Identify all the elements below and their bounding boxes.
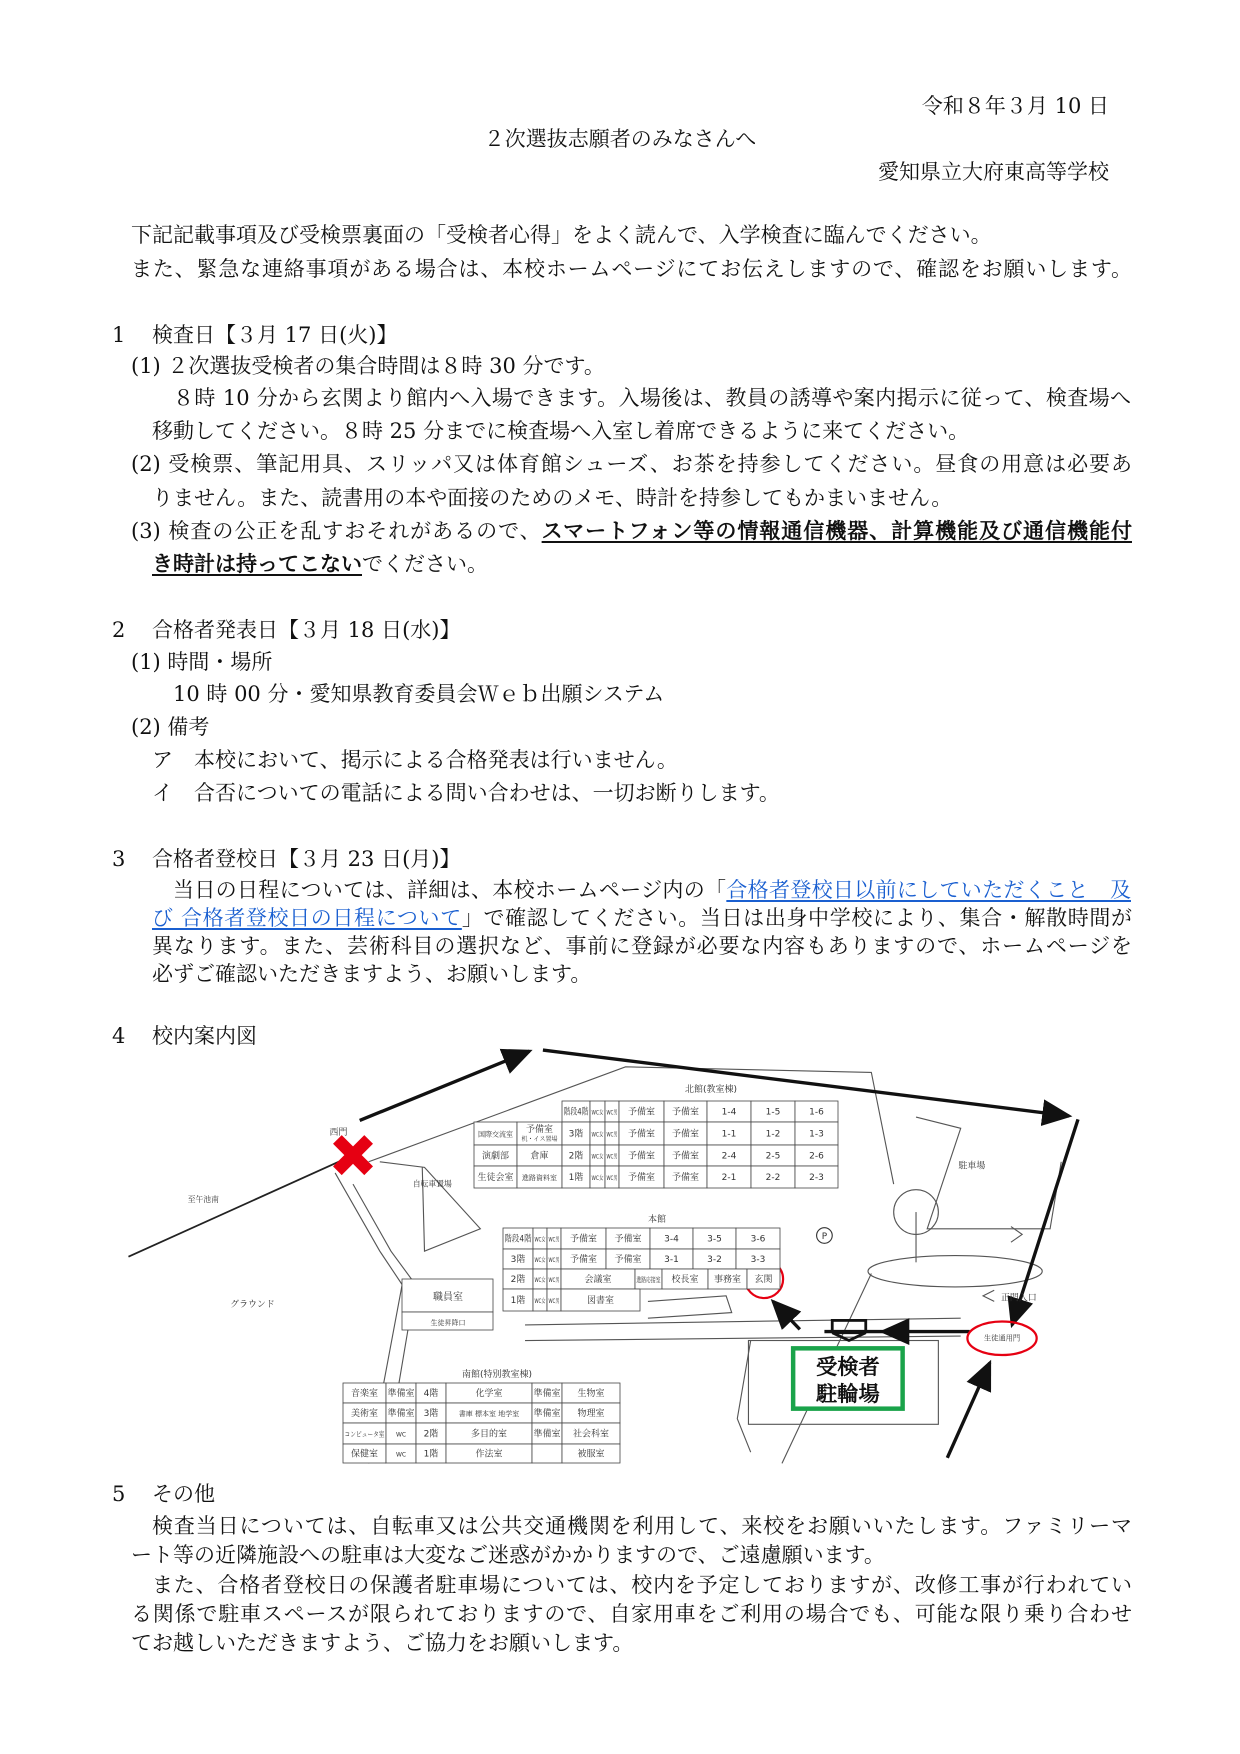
section-number: 5 [112, 1482, 126, 1506]
map-room-label: 1-5 [765, 1107, 781, 1118]
map-room-label: 予備室 [627, 1151, 656, 1162]
map-room-label: WC男 [548, 1236, 565, 1244]
map-room-label: 1-3 [809, 1129, 824, 1140]
map-room-label: 倉庫 [530, 1151, 549, 1162]
text-line [112, 617, 460, 643]
text-segment: る関係で駐車スペースが限られておりますので、自家用車をご利用の場合でも、可能な限り乗り合わせ [131, 1602, 1132, 1626]
text-line [131, 649, 272, 675]
map-room-label: WC男 [606, 1175, 623, 1182]
map-room-label: 予備室 [627, 1107, 656, 1118]
text-line [131, 222, 992, 248]
map-room-label: 予備室 [569, 1255, 598, 1265]
map-room-label: 2階 [568, 1151, 584, 1162]
text-line [173, 681, 664, 707]
closed-west-gate-x-icon [337, 1139, 368, 1170]
map-room-label: 予備室 [614, 1255, 642, 1265]
map-room-label: 3階 [510, 1255, 526, 1265]
map-room-label: 事務室 [713, 1275, 742, 1285]
text-segment: 必ずご確認いただきますよう、お願いします。 [152, 962, 592, 986]
map-room-label: 校長室 [671, 1275, 699, 1285]
text-line [152, 1572, 1132, 1598]
map-room-label: 4階 [423, 1389, 439, 1399]
map-room-label: 書庫 標本室 地学室 [458, 1410, 520, 1418]
map-room-label: WC女 [591, 1109, 608, 1117]
text-line [131, 518, 1132, 544]
map-room-label: 美術室 [350, 1409, 379, 1419]
map-room-label: 準備室 [533, 1389, 561, 1399]
map-room-label: 玄関 [754, 1275, 773, 1285]
section-number: 2 [112, 618, 126, 642]
map-room-label: 3階 [423, 1409, 439, 1419]
text-line [878, 159, 1109, 185]
map-room-label: 準備室 [533, 1409, 561, 1419]
bike-parking-label: 受検者 [816, 1355, 880, 1381]
text-segment: その他 [152, 1482, 215, 1506]
map-room-label: 2-2 [765, 1173, 781, 1183]
map-room-label: 3-4 [664, 1234, 679, 1245]
map-room-label: 1階 [510, 1296, 526, 1306]
map-room-label: WC女 [534, 1277, 551, 1284]
text-segment: でください。 [362, 552, 488, 576]
map-room-label: 予備室 [671, 1173, 700, 1183]
map-room-label: 2階 [510, 1275, 526, 1285]
text-segment: ８時 10 分から玄関より館内へ入場できます。入場後は、教員の誘導や案内掲示に従って、検査場へ [173, 386, 1131, 410]
map-room-label: 国際交流室 [478, 1130, 513, 1139]
map-room-label: 予備室 [627, 1173, 656, 1183]
map-room-label: 会議室 [584, 1275, 612, 1285]
text-segment: 検査日【３月 17 日(火)】 [152, 323, 398, 347]
map-room-label: 予備室 [671, 1151, 700, 1162]
homepage-link[interactable]: び 合格者登校日の日程について [152, 906, 462, 930]
map-room-label: 予備室 [614, 1234, 642, 1245]
map-room-label: 2階 [423, 1429, 439, 1440]
text-segment: (2) 備考 [131, 715, 210, 739]
text-line [152, 551, 488, 577]
map-room-label: WC男 [548, 1298, 565, 1305]
map-room-label: 1階 [423, 1449, 439, 1460]
map-room-label: 予備室 [671, 1107, 700, 1118]
map-room-label: 2-5 [765, 1151, 781, 1162]
map-room-label: WC女 [591, 1153, 608, 1161]
map-room-label: 3階 [568, 1129, 584, 1140]
map-room-label: 階段4階 [563, 1107, 597, 1118]
text-line [131, 1601, 1132, 1627]
text-line [131, 451, 1132, 477]
text-segment: りません。また、読書用の本や面接のためのメモ、時計を持参してもかまいません。 [152, 486, 953, 510]
text-segment: 移動してください。８時 25 分までに検査場へ入室し着席できるように来てください。 [152, 419, 970, 443]
map-room-label: 1-4 [721, 1107, 737, 1118]
map-room-label: WC男 [606, 1109, 623, 1117]
bike-area-label: 自転車置場 [412, 1179, 452, 1189]
map-room-label: 予備室 [569, 1234, 598, 1245]
text-segment: (1) ２次選抜受検者の集合時間は８時 30 分です。 [131, 354, 605, 378]
text-line [152, 747, 678, 773]
homepage-link[interactable]: 合格者登校日以前にしていただくこと 及 [726, 878, 1131, 902]
map-room-label: 予備室 [525, 1125, 554, 1135]
map-room-label: 進路資料室 [522, 1174, 557, 1182]
map-room-label: 1-6 [809, 1107, 824, 1118]
section-number: 4 [112, 1024, 126, 1048]
map-room-label: 音楽室 [350, 1389, 379, 1399]
text-segment: 」で確認してください。当日は出身中学校により、集合・解散時間が [461, 906, 1132, 930]
map-room-note: 机・イス置場 [521, 1136, 558, 1143]
map-room-label: 作法室 [475, 1449, 503, 1460]
map-room-label: WC女 [591, 1175, 608, 1182]
text-segment: イ 合否についての電話による問い合わせは、一切お断りします。 [152, 781, 780, 805]
text-line [131, 1630, 633, 1656]
map-room-label: 被服室 [577, 1449, 605, 1460]
map-room-label: 物理室 [577, 1409, 605, 1419]
map-room-label: 準備室 [387, 1389, 415, 1399]
map-room-label: 3-6 [750, 1234, 766, 1245]
text-line [152, 933, 1132, 959]
map-room-label: 予備室 [627, 1129, 656, 1140]
map-room-label: WC男 [606, 1153, 623, 1161]
text-segment: (1) 時間・場所 [131, 650, 273, 674]
map-room-label: 準備室 [387, 1409, 415, 1419]
text-segment: また、緊急な連絡事項がある場合は、本校ホームページにてお伝えしますので、確認をお願いします。 [131, 257, 1132, 281]
map-room-label: 3-1 [664, 1255, 679, 1265]
text-segment: ア 本校において、掲示による合格発表は行いません。 [152, 748, 678, 772]
text-segment: 校内案内図 [152, 1024, 257, 1048]
map-room-label: WC男 [606, 1131, 623, 1139]
text-line [131, 256, 1132, 282]
map-room-label: 社会科室 [572, 1429, 610, 1440]
map-room-label: WC女 [534, 1236, 551, 1244]
map-room-label: 多目的室 [470, 1429, 508, 1440]
text-segment: てお越しいただきますよう、ご協力をお願いします。 [131, 1631, 634, 1655]
north-building-label: 北館(教室棟) [684, 1085, 738, 1095]
staff-room-label: 職員室 [433, 1292, 463, 1303]
emphasis-text: スマートフォン等の情報通信機器、計算機能及び通信機能付 [541, 518, 1132, 543]
map-room-label: 図書室 [586, 1296, 615, 1306]
map-room-label: 2-4 [721, 1151, 737, 1162]
map-room-label: 予備室 [671, 1129, 700, 1140]
main-building-label: 本館 [647, 1215, 667, 1225]
text-line [112, 322, 397, 348]
text-line [152, 1513, 1132, 1539]
map-room-label: 階段4階 [504, 1234, 538, 1245]
text-line [922, 93, 1109, 119]
text-line [152, 485, 952, 511]
map-room-label: WC男 [548, 1257, 565, 1264]
map-room-cell [532, 1444, 562, 1463]
text-line [152, 905, 1132, 931]
map-room-label: WC女 [534, 1257, 551, 1264]
text-line [370, 126, 870, 152]
map-room-label: 3-5 [707, 1234, 722, 1245]
map-room-label: 3-3 [750, 1255, 766, 1265]
text-segment: また、合格者登校日の保護者駐車場については、校内を予定しておりますが、改修工事が行われてい [152, 1573, 1132, 1597]
map-room-label: 生徒会室 [477, 1173, 514, 1183]
text-segment: 当日の日程については、詳細は、本校ホームページ内の「 [173, 878, 727, 902]
text-line [131, 353, 605, 379]
map-room-label: 準備室 [533, 1429, 561, 1440]
ground-label: グラウンド [230, 1300, 275, 1311]
direction-label: 至午池南 [187, 1194, 219, 1204]
student-gate-label: 生徒通用門 [983, 1333, 1021, 1343]
bike-parking-label: 駐輪場 [816, 1381, 880, 1407]
map-room-label: 保健室 [350, 1449, 379, 1460]
map-room-label: WC女 [534, 1298, 551, 1305]
text-segment: ２次選抜志願者のみなさんへ [483, 127, 757, 151]
text-line [112, 846, 460, 872]
section-number: 3 [112, 847, 126, 871]
map-room-label: 2-6 [809, 1151, 824, 1162]
text-line [112, 1481, 215, 1507]
map-room-label: 2-1 [721, 1173, 737, 1183]
campus-map [0, 1040, 1240, 1480]
map-room-label: 演劇部 [481, 1151, 510, 1162]
student-entry-label: 生徒昇降口 [430, 1319, 466, 1327]
section-number: 1 [112, 323, 126, 347]
text-line [131, 1542, 885, 1568]
text-segment: 下記記載事項及び受検票裏面の「受検者心得」をよく読んで、入学検査に臨んでください。 [131, 223, 992, 247]
map-room-label: 化学室 [475, 1389, 503, 1399]
west-gate-label: 西門 [329, 1127, 348, 1138]
map-room-label: 1-1 [721, 1129, 737, 1140]
text-segment: 検査当日については、自転車又は公共交通機関を利用して、来校をお願いいたします。ファミリーマ [152, 1514, 1132, 1538]
map-room-label: 3-2 [707, 1255, 722, 1265]
map-room-label: 1-2 [765, 1129, 781, 1140]
map-room-label: 2-3 [809, 1173, 824, 1183]
text-line [131, 714, 209, 740]
map-room-label: コンピュータ室 [344, 1430, 394, 1439]
text-segment: 合格者登校日【３月 23 日(月)】 [152, 847, 461, 871]
parking-label: 駐車場 [958, 1161, 986, 1172]
text-segment: 合格者発表日【３月 18 日(水)】 [152, 618, 461, 642]
map-room-label: WC女 [591, 1131, 608, 1139]
text-segment: 10 時 00 分・愛知県教育委員会Ｗｅｂ出願システム [173, 682, 665, 706]
text-line [173, 385, 1131, 411]
map-room-label: WC男 [548, 1277, 565, 1284]
south-building-label: 南館(特別教室棟) [461, 1370, 533, 1380]
text-segment: (3) 検査の公正を乱すおそれがあるので、 [131, 519, 542, 543]
text-segment: 令和８年３月 10 日 [921, 94, 1109, 118]
text-segment: 愛知県立大府東高等学校 [878, 160, 1109, 184]
parking-p-label: P [821, 1231, 828, 1242]
map-room-label: WC [395, 1451, 407, 1459]
map-room-label: WC [395, 1431, 407, 1439]
text-line [152, 961, 591, 987]
map-room-label: 1階 [568, 1173, 584, 1183]
text-line [173, 877, 1131, 903]
text-segment: (2) 受検票、筆記用具、スリッパ又は体育館シューズ、お茶を持参してください。昼食の用意は必要あ [131, 452, 1132, 476]
emphasis-text: き時計は持ってこない [152, 551, 362, 576]
text-segment: ート等の近隣施設への駐車は大変なご迷惑がかかりますので、ご遠慮願います。 [131, 1543, 885, 1567]
text-line [152, 418, 969, 444]
text-line [152, 780, 780, 806]
text-segment: 異なります。また、芸術科目の選択など、事前に登録が必要な内容もありますので、ホームページを [152, 934, 1132, 958]
map-room-label: 生物室 [577, 1389, 605, 1399]
main-entrance-label: 正門入口 [1000, 1293, 1037, 1304]
map-room-label: 進路応接室 [636, 1276, 672, 1284]
